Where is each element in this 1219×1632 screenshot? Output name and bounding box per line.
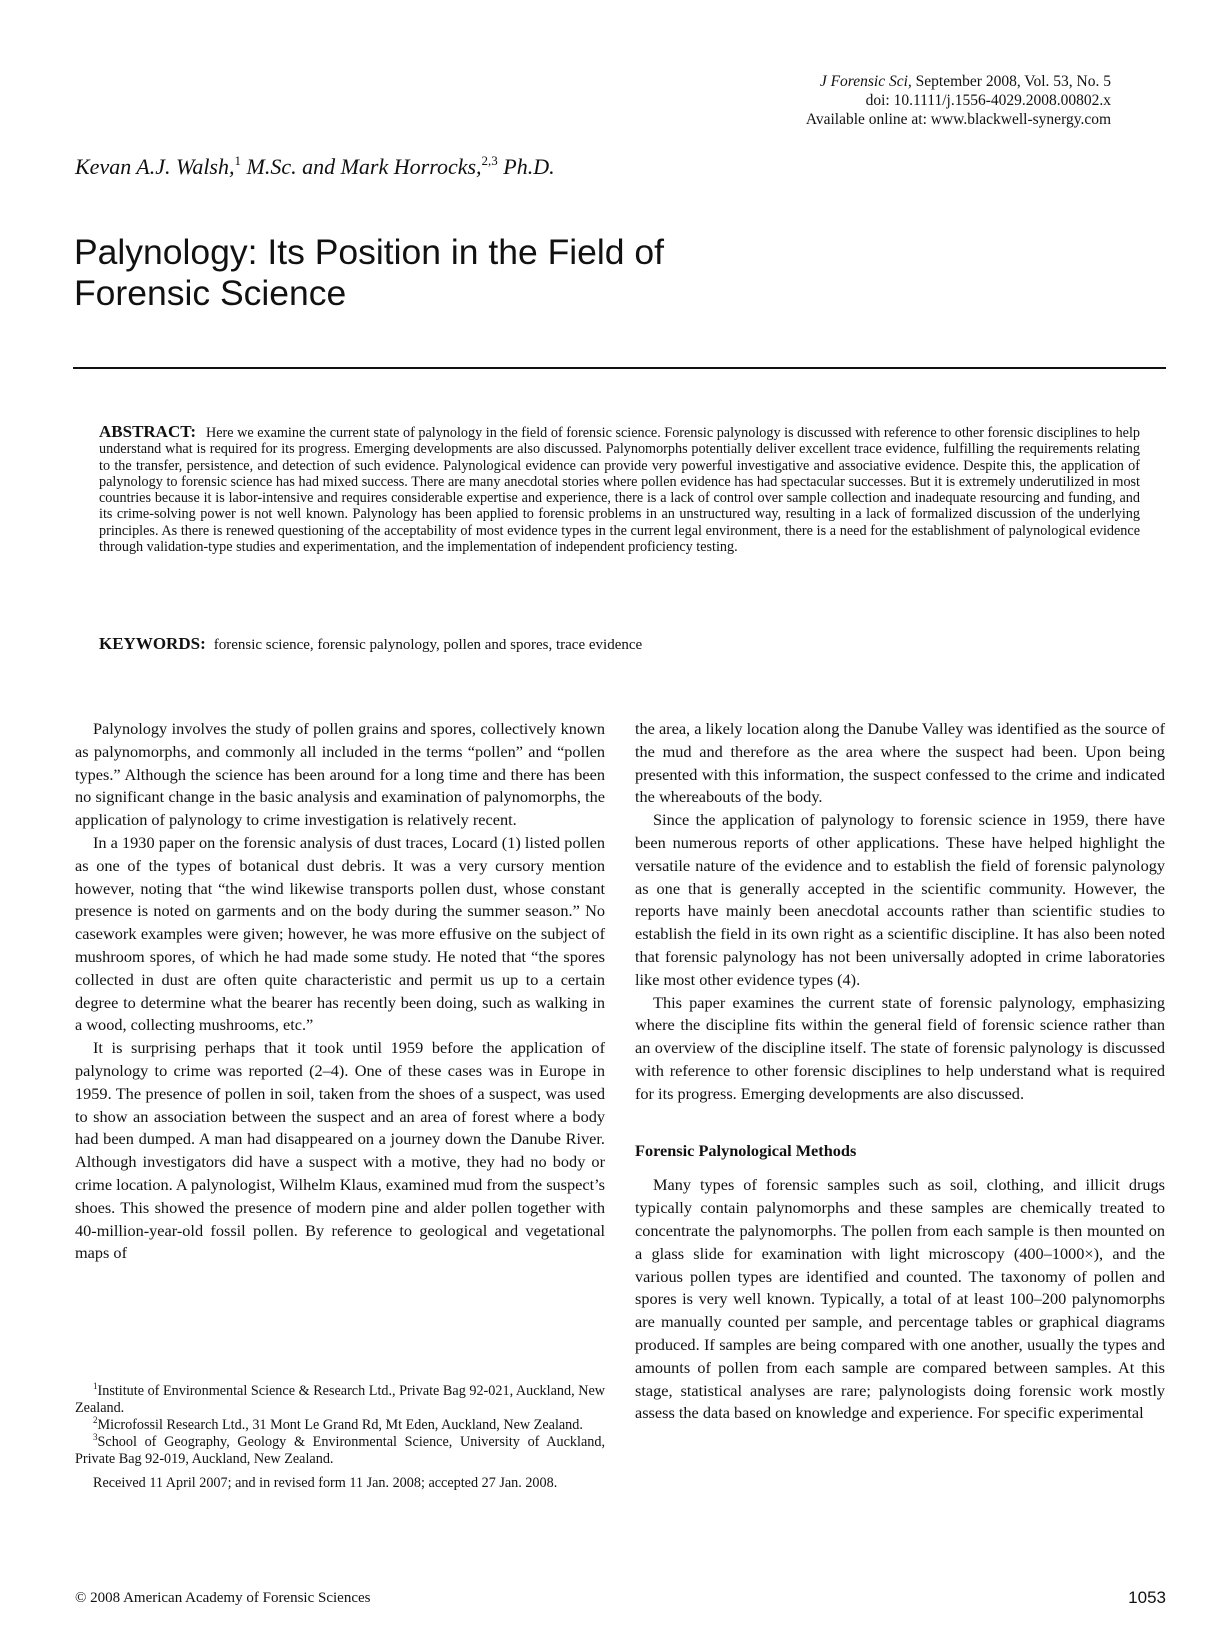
keywords-label: KEYWORDS:	[99, 634, 206, 653]
footnote-text: Microfossil Research Ltd., 31 Mont Le Grand Rd, Mt Eden, Auckland, New Zealand.	[97, 1417, 583, 1433]
paragraph: Since the application of palynology to forensic science in 1959, there have been numerous reports of other applications. These have helped highlight the versatile nature of the evidence and to establish the field of forensic palynology as one that is generally accepted in the scientific community. However, the reports have mainly been anecdotal accounts rather than scientific studies to establish the field in its own right as a scientific discipline. It has also been noted that forensic palynology has not been universally adopted in crime laboratories like most other evidence types (4).	[635, 810, 1165, 989]
authors	[75, 154, 555, 180]
section-heading: Forensic Palynological Methods	[635, 1140, 857, 1160]
article-title	[74, 232, 834, 314]
journal-issue: September 2008, Vol. 53, No. 5	[911, 73, 1111, 90]
availability: Available online at: www.blackwell-synergy.com	[805, 111, 1111, 128]
paragraph: Palynology involves the study of pollen grains and spores, collectively known as palynomorphs, and commonly all included in the terms “pollen” and “pollen types.” Although the science has been around for a long time and there has been no significant change in the basic analysis and examination of palynomorphs, the application of palynology to crime investigation is relatively recent.	[75, 719, 605, 830]
paragraph: Many types of forensic samples such as soil, clothing, and illicit drugs typically contain palynomorphs and these samples are chemically treated to concentrate the palynomorphs. The pollen from each sample is then mounted on a glass slide for examination with light microscopy (400–1000×), and the various pollen types are identified and counted. The taxonomy of pollen and spores is very well known. Typically, a total of at least 100–200 palynomorphs are manually counted per sample, and percentage tables or graphical diagrams produced. If samples are being compared with one another, usually the types and amounts of pollen from each sample are compared between samples. At this stage, statistical analyses are rare; palynologists doing forensic work mostly assess the data based on knowledge and experience. For specific experimental	[635, 1175, 1165, 1423]
body-column-left	[75, 718, 605, 1265]
paragraph: It is surprising perhaps that it took until 1959 before the application of palynology to crime was reported (2–4). One of these cases was in Europe in 1959. The presence of pollen in soil, taken from the shoes of a suspect, was used to show an association between the suspect and an area of forest where a body had been dumped. A man had disappeared on a journey down the Danube River. Although investigators did have a suspect with a motive, they had no body or crime location. A palynologist, Wilhelm Klaus, examined mud from the suspect’s shoes. This showed the presence of modern pine and alder pollen together with 40-million-year-old fossil pollen. By reference to geological and vegetational maps of	[75, 1038, 605, 1263]
body-column-right	[635, 718, 1165, 1425]
footnote-2	[75, 1417, 605, 1434]
journal-name: J Forensic Sci,	[819, 73, 912, 90]
author-1-affiliation: 1	[234, 153, 241, 168]
paragraph: the area, a likely location along the Danube Valley was identified as the source of the mud and therefore as the area where the suspect had been. Upon being presented with this information, the suspect confessed to the crime and indicated the whereabouts of the body.	[635, 719, 1166, 807]
doi: doi: 10.1111/j.1556-4029.2008.00802.x	[865, 92, 1111, 109]
paragraph: In a 1930 paper on the forensic analysis of dust traces, Locard (1) listed pollen as one of the types of botanical dust debris. It was a very cursory mention however, noting that “the wind likewise transports pollen dust, whose constant presence is noted on garments and on the body during the summer season.” No casework examples were given; however, he was more effusive on the subject of mushroom spores, of which he had made some study. He noted that “the spores collected in dust are often quite characteristic and permit us up to a certain degree to determine what the bearer has recently been doing, such as walking in a wood, collecting mushrooms, etc.”	[75, 832, 605, 1035]
keywords	[99, 634, 1140, 654]
title-line-2: Forensic Science	[74, 273, 347, 313]
author-1: Kevan A.J. Walsh,	[75, 154, 235, 179]
author-2-degree: Ph.D.	[497, 154, 555, 179]
abstract-text: Here we examine the current state of palynology in the field of forensic science. Forensic palynology is discussed with reference to other forensic disciplines to help understand what is required for its progress. Emerging developments are also discussed. Palynomorphs potentially deliver excellent trace evidence, fulfilling the requirements relating to the transfer, persistence, and detection of such evidence. Palynological evidence can provide very powerful investigative and associative evidence. Despite this, the application of palynology to forensic science has had mixed success. There are many anecdotal stories where pollen evidence has had spectacular successes. But it is extremely underutilized in most countries because it is labor-intensive and requires considerable expertise and experience, there is a lack of control over sample collection and inadequate resourcing and funding, and its crime-solving power is not well known. Palynology has been applied to forensic problems in an unstructured way, resulting in a lack of formalized discussion of the underlying principles. As there is renewed questioning of the acceptability of most evidence types in the current legal environment, there is a need for the establishment of palynological evidence through validation-type studies and experimentation, and the implementation of independent proficiency testing.	[99, 425, 1140, 556]
page-number: 1053	[1128, 1588, 1166, 1607]
journal-header	[806, 72, 1111, 129]
keywords-text: forensic science, forensic palynology, pollen and spores, trace evidence	[213, 637, 643, 653]
footnote-1	[75, 1383, 605, 1417]
paragraph: This paper examines the current state of forensic palynology, emphasizing where the discipline fits within the general field of forensic science rather than an overview of the discipline itself. The state of forensic palynology is discussed with reference to other forensic disciplines to help understand what is required for its progress. Emerging developments are also discussed.	[635, 992, 1165, 1103]
footnotes	[75, 1383, 605, 1492]
footnote-marker: 2	[93, 1415, 98, 1425]
author-2-affiliation: 2,3	[481, 153, 498, 168]
title-line-1: Palynology: Its Position in the Field of	[74, 232, 665, 272]
journal-citation	[806, 72, 1111, 91]
abstract	[99, 424, 1140, 555]
footnote-marker: 1	[93, 1381, 98, 1391]
author-degrees: M.Sc. and Mark Horrocks,	[241, 154, 482, 179]
abstract-label: ABSTRACT:	[99, 422, 196, 441]
received-dates: Received 11 April 2007; and in revised form 11 Jan. 2008; accepted 27 Jan. 2008.	[93, 1475, 558, 1491]
title-rule	[73, 367, 1166, 369]
footnote-text: Institute of Environmental Science & Research Ltd., Private Bag 92-021, Auckland, New Zealand.	[75, 1383, 605, 1416]
footnote-marker: 3	[93, 1432, 98, 1442]
footnote-text: School of Geography, Geology & Environmental Science, University of Auckland, Private Bag 92-019, Auckland, New Zealand.	[75, 1434, 605, 1467]
copyright: © 2008 American Academy of Forensic Sciences	[75, 1590, 371, 1606]
footnote-3	[75, 1434, 605, 1468]
